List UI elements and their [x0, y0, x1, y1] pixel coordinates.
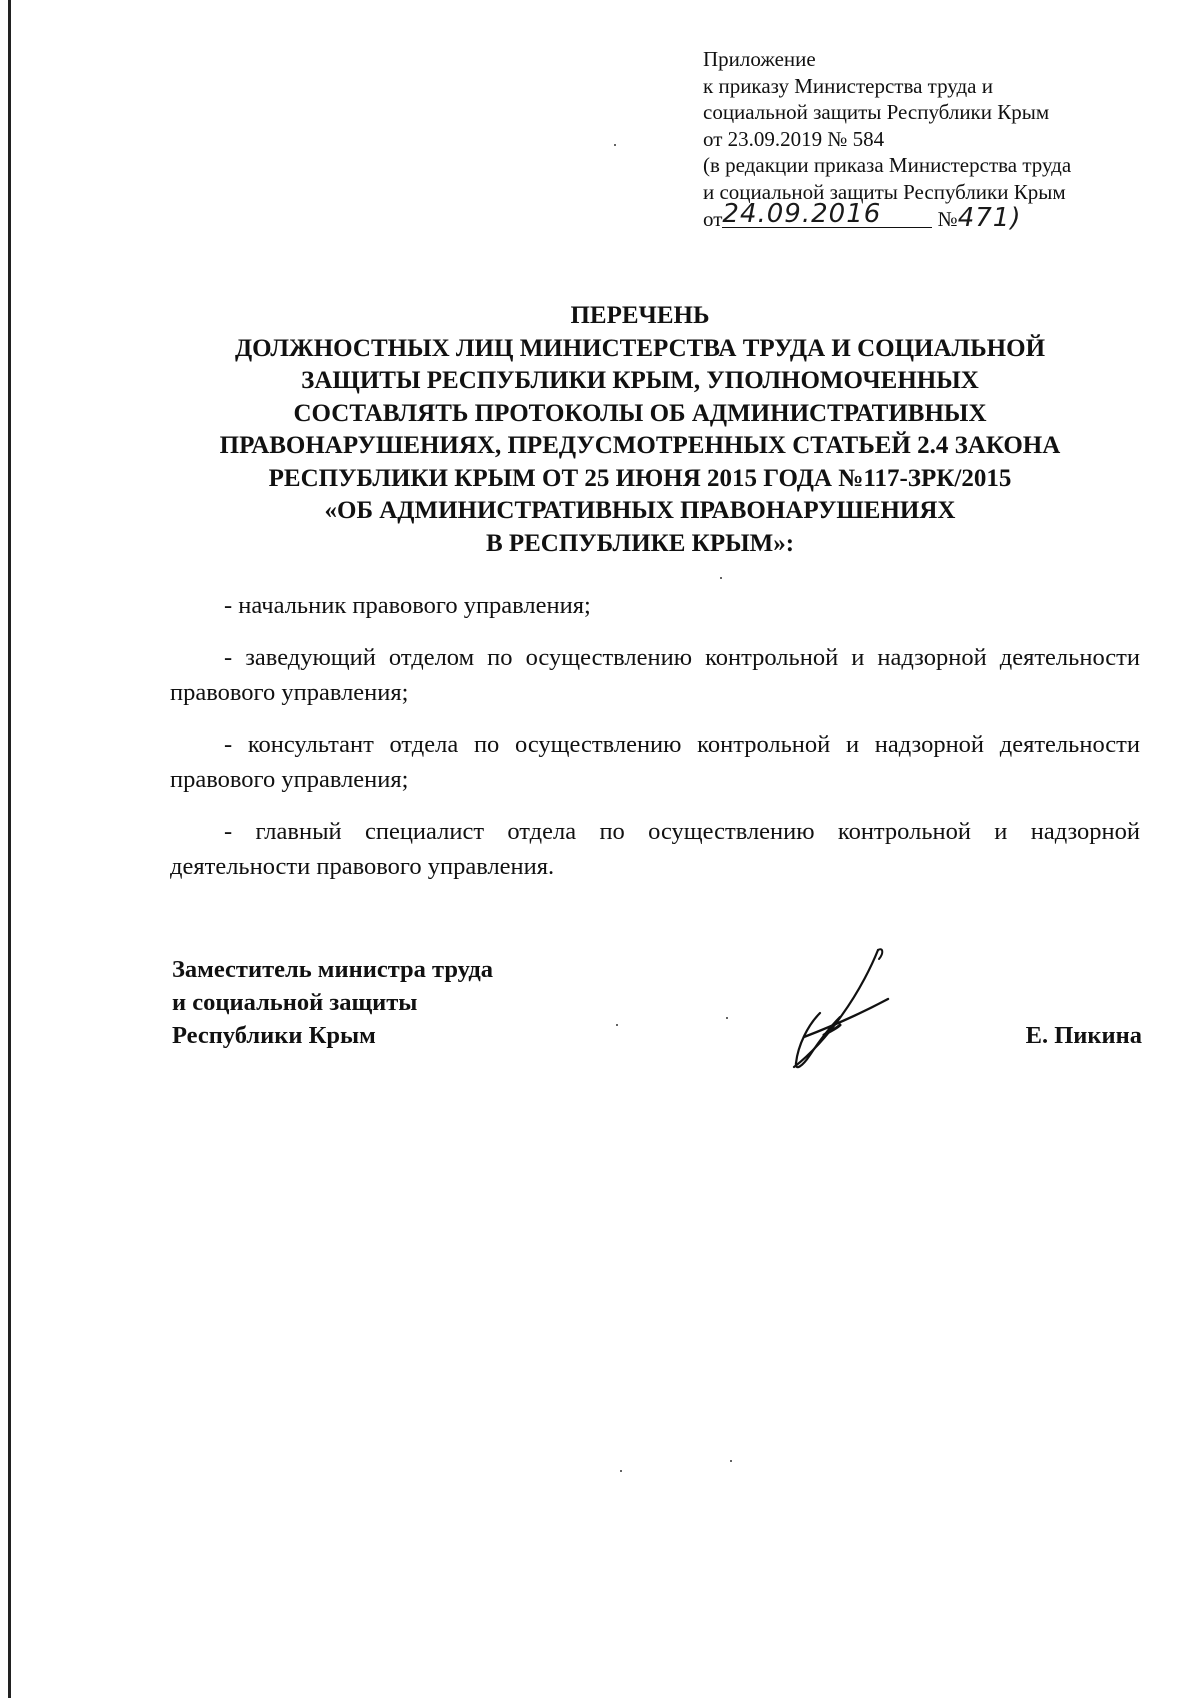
appendix-line: от 23.09.2019 № 584 [703, 126, 885, 151]
appendix-line: (в редакции приказа Министерства труда [703, 153, 1072, 177]
title-line: «ОБ АДМИНИСТРАТИВНЫХ ПРАВОНАРУШЕНИЯХ [324, 497, 956, 524]
scan-speck [620, 1470, 622, 1472]
signatory-position [172, 953, 493, 1052]
handwritten-date: 24.09.2016 [722, 199, 882, 229]
signatory-line: и социальной защиты [172, 989, 418, 1016]
appendix-date-line [703, 199, 1163, 233]
title-line: СОСТАВЛЯТЬ ПРОТОКОЛЫ ОБ АДМИНИСТРАТИВНЫХ [293, 399, 987, 427]
list-item: - заведующий отделом по осуществлению контрольной и надзорной деятельности правового управления; [170, 644, 1140, 706]
scan-speck [720, 577, 722, 579]
title-line: ПЕРЕЧЕНЬ [570, 302, 710, 329]
list-item: - консультант отдела по осуществлению контрольной и надзорной деятельности правового управления; [170, 731, 1140, 793]
number-prefix: № [937, 207, 958, 231]
appendix-line: к приказу Министерства труда и [703, 73, 993, 98]
scan-speck [730, 1460, 732, 1462]
title-line: ПРАВОНАРУШЕНИЯХ, ПРЕДУСМОТРЕННЫХ СТАТЬЕЙ 2.4 ЗАКОНА [219, 432, 1061, 459]
title-line: В РЕСПУБЛИКЕ КРЫМ»: [485, 529, 795, 557]
scan-speck [726, 1017, 728, 1019]
title-line: ДОЛЖНОСТНЫХ ЛИЦ МИНИСТЕРСТВА ТРУДА И СОЦИАЛЬНОЙ [234, 334, 1046, 362]
scan-edge [8, 0, 11, 1698]
signatory-line: Заместитель министра труда [172, 956, 494, 983]
date-fill-line [722, 199, 932, 229]
document-title [140, 300, 1140, 560]
list-item: - главный специалист отдела по осуществлению контрольной и надзорной деятельности правового управления. [170, 818, 1140, 880]
appendix-line: социальной защиты Республики Крым [703, 100, 1050, 124]
handwritten-number: 471) [957, 203, 1022, 233]
title-line: ЗАЩИТЫ РЕСПУБЛИКИ КРЫМ, УПОЛНОМОЧЕННЫХ [301, 367, 979, 394]
list-item: - начальник правового управления; [224, 592, 591, 619]
scan-speck [616, 1024, 618, 1026]
scan-speck [614, 144, 616, 146]
handwritten-signature [780, 945, 900, 1075]
date-prefix: от [703, 207, 723, 231]
title-line: РЕСПУБЛИКИ КРЫМ ОТ 25 ИЮНЯ 2015 ГОДА №117-ЗРК/2015 [268, 464, 1012, 492]
signatory-line: Республики Крым [172, 1022, 376, 1049]
signatory-name: Е. Пикина [1025, 1022, 1142, 1049]
appendix-line: и социальной защиты Республики Крым [703, 179, 1066, 204]
appendix-header [703, 46, 1163, 233]
official-list [170, 588, 1140, 901]
appendix-line: Приложение [703, 47, 816, 71]
